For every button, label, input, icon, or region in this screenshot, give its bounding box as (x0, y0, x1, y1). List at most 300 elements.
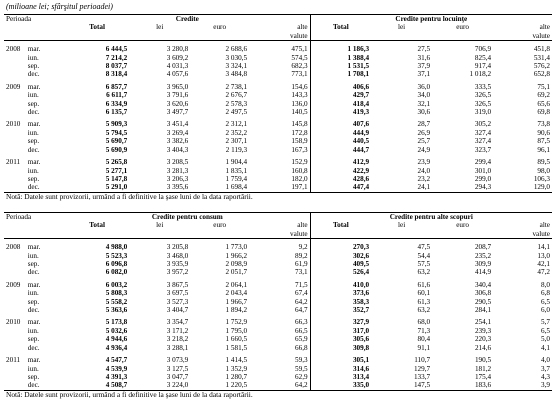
header-empty (310, 230, 371, 239)
value-cell: 90,6 (537, 128, 550, 137)
header-empty (65, 32, 129, 41)
table-row (4, 318, 552, 326)
value-cell: 147,5 (413, 381, 431, 390)
value-cell: 7 214,2 (105, 53, 128, 62)
value-cell: 444,7 (352, 145, 370, 154)
year-cell (4, 381, 26, 390)
value-cell: 447,4 (352, 183, 370, 192)
value-cell: 1 698,4 (225, 183, 248, 192)
value-cell: 1 759,4 (225, 174, 248, 183)
table-row (4, 252, 552, 260)
value-cell: 3 127,5 (166, 364, 189, 373)
month-cell: sep. (27, 99, 40, 108)
value-cell: 410,0 (352, 280, 370, 289)
year-cell (4, 268, 26, 276)
value-cell: 154,6 (249, 83, 310, 91)
value-cell: 3 206,3 (166, 174, 189, 183)
header-lei-left: lei (156, 221, 164, 230)
value-cell: 2 051,7 (225, 268, 248, 277)
value-cell: 66,3 (249, 318, 310, 326)
value-cell: 1 773,0 (225, 243, 248, 252)
value-cell: 5 032,6 (105, 326, 128, 335)
value-cell: 4 508,7 (105, 381, 128, 390)
value-cell: 6 096,8 (105, 260, 128, 269)
value-cell: 75,1 (537, 82, 550, 91)
value-cell: 3 224,0 (166, 381, 189, 390)
value-cell: 167,3 (249, 146, 310, 154)
value-cell: 3 965,0 (166, 82, 189, 91)
table-row (4, 120, 552, 128)
value-cell: 4 539,9 (105, 364, 128, 373)
value-cell: 309,9 (474, 260, 492, 269)
value-cell: 4 391,3 (105, 372, 128, 381)
value-cell: 326,5 (474, 91, 492, 100)
value-cell: 42,1 (537, 260, 550, 269)
value-cell: 152,9 (249, 158, 310, 166)
value-cell: 352,7 (352, 306, 370, 315)
table-loans-consumption (4, 212, 552, 399)
value-cell: 36,0 (417, 82, 431, 91)
value-cell: 61,6 (417, 280, 431, 289)
value-cell: 5,0 (541, 335, 550, 344)
value-cell: 183,6 (474, 381, 492, 390)
month-cell: sep. (27, 260, 40, 269)
header-other-right: alte (539, 23, 550, 32)
note-row (4, 390, 552, 399)
month-cell: sep. (27, 62, 40, 71)
value-cell: 172,8 (249, 129, 310, 137)
value-cell: 66,5 (249, 327, 310, 335)
value-cell: 6 003,2 (105, 280, 128, 289)
table-row (4, 91, 552, 99)
value-cell: 5 265,8 (105, 158, 128, 167)
header-total-right: Total (333, 221, 349, 230)
value-cell: 68,0 (417, 318, 431, 327)
value-cell: 5 690,9 (105, 145, 128, 154)
value-cell: 1 708,1 (347, 70, 370, 79)
group-header-left: Credite (65, 15, 310, 24)
month-cell: mar. (27, 82, 41, 91)
value-cell: 773,1 (249, 70, 310, 78)
value-cell: 47,2 (537, 268, 550, 277)
value-cell: 3 468,0 (166, 251, 189, 260)
value-cell: 4 031,3 (166, 62, 189, 71)
year-cell (4, 260, 26, 268)
value-cell: 110,7 (414, 356, 431, 365)
value-cell: 27,5 (417, 45, 431, 54)
value-cell: 8,0 (541, 280, 550, 289)
value-cell: 440,5 (352, 137, 370, 146)
value-cell: 305,2 (474, 120, 492, 129)
value-cell: 1 894,2 (225, 306, 248, 315)
value-cell: 13,0 (537, 251, 550, 260)
value-cell: 6,8 (541, 289, 550, 298)
value-cell: 333,5 (474, 82, 492, 91)
value-cell: 65,9 (249, 335, 310, 343)
value-cell: 1 904,4 (225, 158, 248, 167)
value-cell: 65,6 (537, 99, 550, 108)
value-cell: 1 660,5 (225, 335, 248, 344)
value-cell: 4 057,6 (166, 70, 189, 79)
value-cell: 314,6 (352, 364, 370, 373)
table-row (4, 260, 552, 268)
value-cell: 3 354,7 (166, 318, 189, 327)
value-cell: 145,8 (249, 120, 310, 128)
value-cell: 1 966,2 (225, 251, 248, 260)
value-cell: 3 205,8 (166, 243, 189, 252)
header-euro-right: euro (456, 221, 469, 230)
value-cell: 3,9 (541, 381, 550, 390)
value-cell: 64,7 (249, 306, 310, 314)
value-cell: 6,5 (541, 297, 550, 306)
value-cell: 30,6 (417, 108, 431, 117)
header-other-right: alte (539, 221, 550, 230)
value-cell: 133,7 (413, 372, 431, 381)
value-cell: 181,2 (474, 364, 492, 373)
value-cell: 140,5 (249, 108, 310, 116)
note-row (4, 192, 552, 201)
value-cell: 1 752,9 (225, 318, 248, 327)
value-cell: 2 738,1 (225, 82, 248, 91)
value-cell: 3 620,6 (166, 99, 189, 108)
header-other2-right: valute (493, 32, 552, 41)
year-cell (4, 306, 26, 314)
table-row (4, 45, 552, 53)
month-cell: iun. (27, 166, 39, 175)
header-lei-right: lei (398, 221, 406, 230)
group-header-right: Credite pentru alte scopuri (310, 213, 552, 222)
value-cell: 3 957,2 (166, 268, 189, 277)
value-cell: 31,6 (417, 53, 431, 62)
month-cell: iun. (27, 289, 39, 298)
value-cell: 54,4 (417, 251, 431, 260)
value-cell: 305,6 (352, 335, 370, 344)
value-cell: 576,2 (533, 62, 550, 71)
year-cell (4, 108, 26, 116)
table-row (4, 158, 552, 166)
value-cell: 136,0 (249, 100, 310, 108)
value-cell: 340,4 (474, 280, 492, 289)
period-header: Perioada (4, 213, 65, 222)
value-cell: 64,2 (249, 298, 310, 306)
value-cell: 652,8 (533, 70, 550, 79)
year-cell (4, 175, 26, 183)
header-empty (432, 230, 493, 239)
value-cell: 3 218,2 (166, 335, 189, 344)
value-cell: 4,3 (541, 372, 550, 381)
value-cell: 3 404,3 (166, 145, 189, 154)
table-row (4, 373, 552, 381)
year-cell: 2011 (6, 356, 21, 365)
year-cell (4, 335, 26, 343)
table-row (4, 83, 552, 91)
value-cell: 71,5 (249, 281, 310, 289)
header-other2-left: valute (249, 230, 310, 239)
month-cell: iun. (27, 128, 39, 137)
month-cell: iun. (27, 326, 39, 335)
value-cell: 917,4 (474, 62, 492, 71)
value-cell: 32,1 (417, 99, 431, 108)
year-cell (4, 183, 26, 192)
value-cell: 3 324,1 (225, 62, 248, 71)
value-cell: 1 280,7 (225, 372, 248, 381)
value-cell: 407,6 (352, 120, 370, 129)
table-row (4, 129, 552, 137)
header-row-sub2 (4, 230, 552, 239)
note-text: Notă: Datele sunt provizorii, urmând a fi definitive la şase luni de la data raportării. (4, 390, 552, 399)
header-other-left: alte (249, 221, 310, 229)
value-cell: 6 611,7 (106, 91, 128, 100)
value-cell: 59,3 (249, 356, 310, 364)
value-cell: 4,0 (541, 356, 550, 365)
value-cell: 3 073,9 (166, 356, 189, 365)
value-cell: 98,0 (537, 166, 550, 175)
value-cell: 66,8 (249, 344, 310, 352)
header-row-groups (4, 15, 552, 24)
year-cell (4, 100, 26, 108)
value-cell: 1 388,4 (347, 53, 370, 62)
header-euro-left: euro (213, 221, 227, 230)
year-cell (4, 146, 26, 154)
header-total-left: Total (89, 221, 105, 230)
value-cell: 5 909,3 (105, 120, 128, 129)
value-cell: 419,3 (352, 108, 370, 117)
value-cell: 3 395,6 (166, 183, 189, 192)
value-cell: 444,9 (352, 128, 370, 137)
value-cell: 3,7 (541, 364, 550, 373)
value-cell: 531,4 (533, 53, 550, 62)
value-cell: 26,9 (417, 128, 431, 137)
value-cell: 235,2 (474, 251, 492, 260)
value-cell: 5 363,6 (105, 306, 128, 315)
table-row (4, 137, 552, 145)
month-cell: iun. (27, 251, 39, 260)
value-cell: 327,4 (474, 128, 492, 137)
month-cell: sep. (27, 174, 40, 183)
month-cell: dec. (27, 343, 40, 352)
year-cell (4, 167, 26, 175)
value-cell: 2 064,1 (225, 280, 248, 289)
value-cell: 2 312,1 (225, 120, 248, 129)
value-cell: 5,7 (541, 318, 550, 327)
value-cell: 414,9 (474, 268, 492, 277)
value-cell: 2 352,2 (225, 128, 248, 137)
value-cell: 61,9 (249, 260, 310, 268)
value-cell: 3 527,3 (166, 297, 189, 306)
value-cell: 301,0 (474, 166, 492, 175)
value-cell: 143,3 (249, 91, 310, 99)
value-cell: 3 867,5 (166, 280, 189, 289)
month-cell: dec. (27, 306, 40, 315)
value-cell: 8 037,7 (105, 62, 128, 71)
value-cell: 62,9 (249, 373, 310, 381)
value-cell: 406,6 (352, 82, 370, 91)
value-cell: 1 414,5 (225, 356, 248, 365)
page-caption: (milioane lei; sfârşitul perioadei) (6, 2, 113, 11)
value-cell: 6 135,7 (105, 108, 128, 117)
value-cell: 3 280,8 (166, 45, 189, 54)
table-row (4, 183, 552, 192)
value-cell: 3 281,3 (166, 166, 189, 175)
header-empty (190, 230, 249, 239)
header-row-sub (4, 23, 552, 31)
value-cell: 825,4 (474, 53, 492, 62)
value-cell: 306,8 (474, 289, 492, 298)
value-cell: 47,5 (417, 243, 431, 252)
value-cell: 87,5 (537, 137, 550, 146)
table-row (4, 100, 552, 108)
value-cell: 3 171,2 (166, 326, 189, 335)
value-cell: 34,0 (417, 91, 431, 100)
table-row (4, 243, 552, 251)
period-header: Perioada (4, 15, 65, 24)
value-cell: 429,7 (352, 91, 370, 100)
year-cell: 2008 (6, 45, 21, 54)
value-cell: 5 558,2 (105, 297, 128, 306)
header-spacer (4, 23, 65, 31)
value-cell: 2 043,4 (225, 289, 248, 298)
value-cell: 182,0 (249, 175, 310, 183)
value-cell: 214,6 (474, 343, 492, 352)
year-cell: 2009 (6, 82, 21, 91)
value-cell: 412,9 (352, 158, 370, 167)
table-row (4, 289, 552, 297)
month-cell: dec. (27, 183, 40, 192)
month-cell: mar. (27, 45, 41, 54)
value-cell: 3 697,5 (166, 289, 189, 298)
value-cell: 4 944,6 (105, 335, 128, 344)
month-cell: mar. (27, 158, 41, 167)
month-cell: dec. (27, 381, 40, 390)
value-cell: 5 291,0 (105, 183, 128, 192)
table-row (4, 146, 552, 154)
value-cell: 5 794,5 (105, 128, 128, 137)
value-cell: 3 935,9 (166, 260, 189, 269)
value-cell: 69,8 (537, 108, 550, 117)
value-cell: 25,7 (417, 137, 431, 146)
value-cell: 418,4 (352, 99, 370, 108)
month-cell: iun. (27, 53, 39, 62)
value-cell: 309,8 (352, 343, 370, 352)
value-cell: 317,0 (352, 326, 370, 335)
value-cell: 5 690,7 (105, 137, 128, 146)
value-cell: 2 497,5 (225, 108, 248, 117)
header-total-left: Total (89, 23, 105, 32)
value-cell: 2 676,7 (225, 91, 248, 100)
value-cell: 208,7 (474, 243, 492, 252)
header-empty (371, 32, 432, 41)
value-cell: 373,6 (352, 289, 370, 298)
month-cell: mar. (27, 356, 41, 365)
year-cell: 2009 (6, 280, 21, 289)
value-cell: 1 186,3 (347, 45, 370, 54)
table-row (4, 175, 552, 183)
month-cell: dec. (27, 145, 40, 154)
value-cell: 64,2 (249, 381, 310, 390)
value-cell: 326,5 (474, 99, 492, 108)
year-cell (4, 129, 26, 137)
table-row (4, 365, 552, 373)
value-cell: 106,3 (533, 174, 550, 183)
value-cell: 3 791,6 (166, 91, 189, 100)
value-cell: 80,4 (417, 335, 431, 344)
value-cell: 1 220,5 (225, 381, 248, 390)
month-cell: mar. (27, 280, 41, 289)
header-spacer (4, 32, 65, 41)
header-spacer (4, 221, 65, 229)
table-row (4, 281, 552, 289)
value-cell: 3 484,8 (225, 70, 248, 79)
value-cell: 327,9 (352, 318, 370, 327)
value-cell: 319,0 (474, 108, 492, 117)
value-cell: 2 688,6 (225, 45, 248, 54)
value-cell: 299,0 (474, 174, 492, 183)
value-cell: 89,5 (537, 158, 550, 167)
header-lei-left: lei (156, 23, 164, 32)
value-cell: 37,1 (417, 70, 431, 79)
month-cell: mar. (27, 120, 41, 129)
header-other2-left: valute (249, 32, 310, 41)
value-cell: 451,8 (533, 45, 550, 54)
value-cell: 2 307,1 (225, 137, 248, 146)
table-loans-households (4, 14, 552, 201)
value-cell: 63,2 (417, 306, 431, 315)
year-cell (4, 365, 26, 373)
value-cell: 290,5 (474, 297, 492, 306)
value-cell: 323,7 (474, 145, 492, 154)
year-cell (4, 373, 26, 381)
note-text: Notă: Datele sunt provizorii, urmând a fi definitive la şase luni de la data raportării. (4, 192, 552, 201)
value-cell: 270,3 (352, 243, 370, 252)
value-cell: 158,9 (249, 137, 310, 145)
header-spacer (4, 230, 65, 239)
value-cell: 6 444,5 (105, 45, 128, 54)
value-cell: 6,5 (541, 326, 550, 335)
value-cell: 4 988,0 (105, 243, 128, 252)
month-cell: sep. (27, 137, 40, 146)
header-total-right: Total (332, 23, 349, 32)
value-cell: 59,5 (249, 365, 310, 373)
value-cell: 129,7 (413, 364, 431, 373)
value-cell: 61,3 (417, 297, 431, 306)
value-cell: 57,5 (417, 260, 431, 269)
value-cell: 6 334,9 (105, 99, 128, 108)
value-cell: 4,1 (541, 343, 550, 352)
value-cell: 2 119,3 (225, 145, 248, 154)
value-cell: 24,0 (417, 166, 431, 175)
group-header-left: Credite pentru consum (65, 213, 310, 222)
header-euro-right: euro (456, 23, 469, 32)
value-cell: 3 208,5 (166, 158, 189, 167)
month-cell: mar. (27, 243, 41, 252)
value-cell: 220,3 (474, 335, 492, 344)
value-cell: 28,7 (417, 120, 431, 129)
value-cell: 24,9 (417, 145, 431, 154)
value-cell: 1 531,5 (347, 62, 370, 71)
value-cell: 1 581,5 (225, 343, 248, 352)
value-cell: 3 269,4 (166, 128, 189, 137)
year-cell: 2010 (6, 318, 21, 327)
table-row (4, 356, 552, 364)
value-cell: 5 808,3 (105, 289, 128, 298)
year-cell (4, 137, 26, 145)
value-cell: 73,8 (537, 120, 550, 129)
table-row (4, 381, 552, 390)
header-other2-right: valute (493, 230, 552, 239)
year-cell (4, 252, 26, 260)
header-empty (65, 230, 129, 239)
value-cell: 3 609,2 (166, 53, 189, 62)
